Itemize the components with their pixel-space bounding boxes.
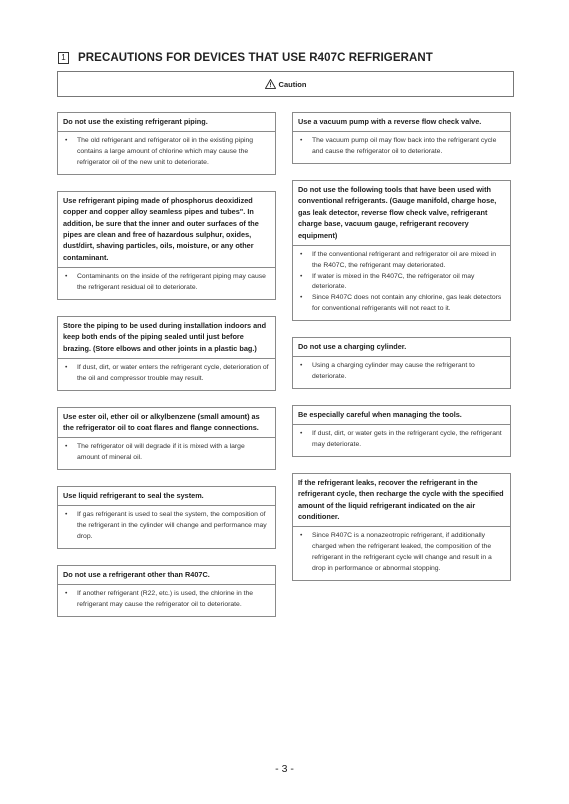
bullet-dot-icon: • [65,364,68,372]
bullet-dot-icon: • [65,590,68,598]
precaution-body [58,438,275,469]
bullet-item [63,589,269,611]
precaution-box [292,112,511,164]
caution-banner [57,71,514,97]
precaution-heading: Do not use a refrigerant other than R407C. [58,566,275,585]
precaution-body [58,359,275,390]
precaution-heading: Use liquid refrigerant to seal the system. [58,487,275,506]
precaution-body [58,268,275,299]
precaution-box [57,191,276,300]
precaution-body [58,585,275,616]
precaution-body [293,132,510,163]
precaution-box [292,337,511,389]
precaution-box [57,316,276,391]
precaution-body [293,527,510,579]
precaution-heading: Be especially careful when managing the tools. [293,406,510,425]
precaution-body [293,246,510,320]
bullet-item [298,429,504,451]
precaution-heading: Do not use the following tools that have been used with conventional refrigerants. (Gauge manifold, charge hose, gas leak detector, reverse flow check valve, refrigerant charge base, vacuum gauge, refrigerant recovery equipment) [293,181,510,246]
precaution-box [57,112,276,175]
bullet-text: If dust, dirt, or water enters the refrigerant cycle, deterioration of the oil and compressor trouble may result. [77,364,269,382]
bullet-dot-icon: • [300,532,303,540]
precaution-body [293,357,510,388]
bullet-text: The vacuum pump oil may flow back into the refrigerant cycle and cause the refrigerator oil to deteriorate. [312,137,497,156]
precaution-box [57,407,276,470]
bullet-text: If another refrigerant (R22, etc.) is used, the chlorine in the refrigerant may cause the refrigerator oil to deteriorate. [77,590,254,609]
bullet-text: Since R407C is a nonazeotropic refrigerant, if additionally charged when the refrigerant leaked, the composition of the refrigerant in the refrigerant cycle will change and result in a drop in performance or abnormal stopping. [312,532,492,572]
page-number: - 3 - [275,763,294,775]
bullet-dot-icon: • [300,251,303,259]
precaution-heading: Do not use a charging cylinder. [293,338,510,357]
bullet-text: Contaminants on the inside of the refrigerant piping may cause the refrigerant residual oil to deteriorate. [77,273,266,292]
bullet-item [63,510,269,542]
precaution-box [57,486,276,549]
precaution-heading: Store the piping to be used during installation indoors and keep both ends of the piping sealed until just before brazing. (Store elbows and other joints in a plastic bag.) [58,317,275,359]
bullet-dot-icon: • [300,430,303,438]
bullet-dot-icon: • [65,443,68,451]
bullet-item [298,250,504,272]
page-title [58,52,433,64]
bullet-item [63,363,269,385]
bullet-text: If dust, dirt, or water gets in the refrigerant cycle, the refrigerant may deteriorate. [312,430,502,449]
bullet-item [298,531,504,574]
bullet-item [298,361,504,383]
bullet-dot-icon: • [300,294,303,302]
precaution-box [292,473,511,581]
precaution-heading: Use ester oil, ether oil or alkylbenzene (small amount) as the refrigerator oil to coat flares and flange connections. [58,408,275,439]
right-column [292,112,511,597]
precaution-heading: Use refrigerant piping made of phosphorus deoxidized copper and copper alloy seamless pipes and tubes". In addition, be sure that the inner and outer surfaces of the pipes are clean and free of hazardous sulphur, oxides, dust/dirt, shaving particles, oils, moisture, or any other contaminant. [58,192,275,268]
section-number: 1 [58,52,69,64]
caution-label: Caution [278,79,307,89]
precaution-box [57,565,276,617]
bullet-dot-icon: • [300,137,303,145]
bullet-item [298,293,504,315]
bullet-dot-icon: • [65,511,68,519]
bullet-dot-icon: • [65,273,68,281]
precaution-body [58,132,275,173]
bullet-text: If the conventional refrigerant and refrigerator oil are mixed in the R407C, the refrigerant may deteriorated. [312,251,496,269]
bullet-text: Since R407C does not contain any chlorine, gas leak detectors for conventional refrigerants will not react to it. [312,294,502,313]
warning-triangle-icon [265,79,276,89]
precaution-box [292,180,511,321]
bullet-item [63,136,269,168]
precaution-heading: If the refrigerant leaks, recover the refrigerant in the refrigerant cycle, then recharge the cycle with the specified amount of the liquid refrigerant indicated on the air conditioner. [293,474,510,528]
precaution-body [58,506,275,547]
bullet-text: Using a charging cylinder may cause the refrigerant to deteriorate. [312,362,475,381]
bullet-item [63,442,269,464]
bullet-text: The refrigerator oil will degrade if it is mixed with a large amount of mineral oil. [77,443,245,462]
bullet-text: The old refrigerant and refrigerator oil in the existing piping contains a large amount of chlorine which may cause the refrigerator oil of the new unit to deteriorate. [77,137,254,166]
precaution-heading: Use a vacuum pump with a reverse flow check valve. [293,113,510,132]
bullet-text: If gas refrigerant is used to seal the system, the composition of the refrigerant in the cylinder will change and performance may drop. [77,511,267,541]
precaution-box [292,405,511,457]
bullet-item [63,272,269,294]
title-text: PRECAUTIONS FOR DEVICES THAT USE R407C REFRIGERANT [78,52,433,64]
bullet-text: If water is mixed in the R407C, the refrigerator oil may deteriorate. [312,272,475,291]
bullet-item [298,136,504,158]
precaution-heading: Do not use the existing refrigerant piping. [58,113,275,132]
precaution-body [293,425,510,456]
bullet-item [298,272,504,294]
bullet-dot-icon: • [300,272,303,280]
bullet-dot-icon: • [300,362,303,370]
bullet-dot-icon: • [65,137,68,145]
left-column [57,112,276,633]
